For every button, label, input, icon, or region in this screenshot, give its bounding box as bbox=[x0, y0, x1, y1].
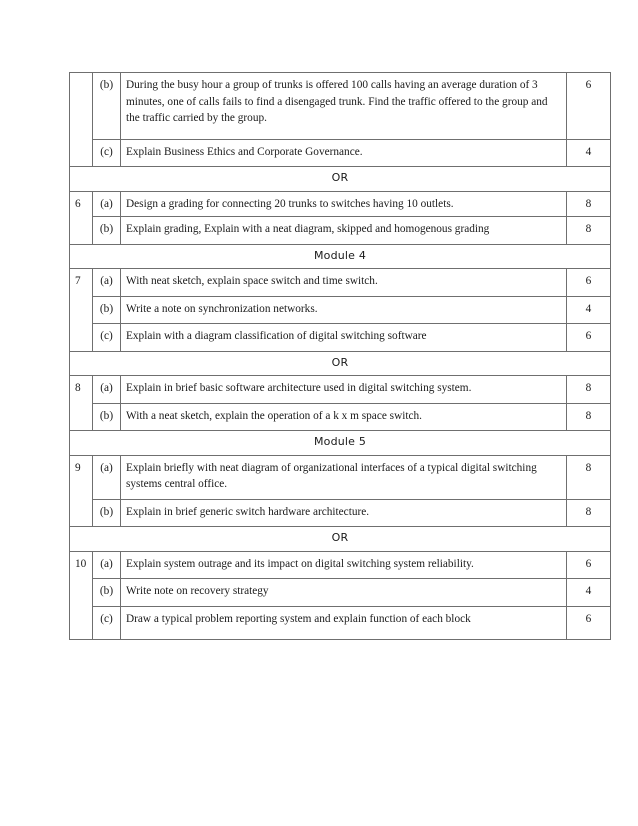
question-row bbox=[70, 191, 611, 217]
question-text: With neat sketch, explain space switch and time switch. bbox=[121, 269, 567, 297]
module-heading-row bbox=[70, 431, 611, 456]
question-marks: 6 bbox=[567, 551, 611, 579]
sub-question-label: (b) bbox=[93, 403, 121, 431]
or-separator-row bbox=[70, 167, 611, 192]
module-heading: Module 5 bbox=[70, 431, 611, 456]
sub-question-label: (a) bbox=[93, 455, 121, 499]
question-row bbox=[70, 139, 611, 167]
question-marks: 8 bbox=[567, 499, 611, 527]
sub-question-label: (b) bbox=[93, 579, 121, 607]
question-number: 6 bbox=[70, 191, 93, 244]
question-text: Draw a typical problem reporting system and explain function of each block bbox=[121, 606, 567, 640]
question-text: Explain Business Ethics and Corporate Governance. bbox=[121, 139, 567, 167]
question-marks: 6 bbox=[567, 73, 611, 140]
question-marks: 8 bbox=[567, 376, 611, 404]
sub-question-label: (a) bbox=[93, 269, 121, 297]
question-row bbox=[70, 455, 611, 499]
question-row bbox=[70, 551, 611, 579]
module-heading-row bbox=[70, 244, 611, 269]
sub-question-label: (b) bbox=[93, 499, 121, 527]
question-row bbox=[70, 376, 611, 404]
sub-question-label: (c) bbox=[93, 606, 121, 640]
question-number: 7 bbox=[70, 269, 93, 352]
question-row bbox=[70, 269, 611, 297]
sub-question-label: (c) bbox=[93, 139, 121, 167]
question-row bbox=[70, 499, 611, 527]
sub-question-label: (b) bbox=[93, 296, 121, 324]
or-separator: OR bbox=[70, 527, 611, 552]
question-number: 8 bbox=[70, 376, 93, 431]
sub-question-label: (b) bbox=[93, 73, 121, 140]
question-text: With a neat sketch, explain the operation of a k x m space switch. bbox=[121, 403, 567, 431]
question-text: Explain system outrage and its impact on digital switching system reliability. bbox=[121, 551, 567, 579]
question-text: Write note on recovery strategy bbox=[121, 579, 567, 607]
question-marks: 4 bbox=[567, 579, 611, 607]
question-marks: 8 bbox=[567, 191, 611, 217]
or-separator-row bbox=[70, 351, 611, 376]
question-marks: 6 bbox=[567, 324, 611, 352]
question-row bbox=[70, 73, 611, 140]
question-text: Explain grading, Explain with a neat diagram, skipped and homogenous grading bbox=[121, 217, 567, 245]
question-marks: 4 bbox=[567, 139, 611, 167]
question-paper-table bbox=[69, 72, 611, 640]
question-text: Explain briefly with neat diagram of organizational interfaces of a typical digital switching systems central office. bbox=[121, 455, 567, 499]
question-marks: 8 bbox=[567, 217, 611, 245]
question-number: 9 bbox=[70, 455, 93, 527]
question-row bbox=[70, 403, 611, 431]
question-text: Explain in brief generic switch hardware architecture. bbox=[121, 499, 567, 527]
or-separator: OR bbox=[70, 167, 611, 192]
sub-question-label: (c) bbox=[93, 324, 121, 352]
question-text: Write a note on synchronization networks. bbox=[121, 296, 567, 324]
sub-question-label: (a) bbox=[93, 551, 121, 579]
question-row bbox=[70, 324, 611, 352]
or-separator: OR bbox=[70, 351, 611, 376]
question-marks: 8 bbox=[567, 455, 611, 499]
question-text: Design a grading for connecting 20 trunks to switches having 10 outlets. bbox=[121, 191, 567, 217]
question-row bbox=[70, 217, 611, 245]
sub-question-label: (a) bbox=[93, 191, 121, 217]
question-text: During the busy hour a group of trunks is offered 100 calls having an average duration of 3 minutes, one of calls fails to find a disengaged trunk. Find the traffic offered to the group and the traffic carried by the group. bbox=[121, 73, 567, 140]
question-row bbox=[70, 296, 611, 324]
question-marks: 6 bbox=[567, 269, 611, 297]
question-number: 10 bbox=[70, 551, 93, 640]
question-row bbox=[70, 606, 611, 640]
sub-question-label: (a) bbox=[93, 376, 121, 404]
question-text: Explain with a diagram classification of digital switching software bbox=[121, 324, 567, 352]
question-row bbox=[70, 579, 611, 607]
sub-question-label: (b) bbox=[93, 217, 121, 245]
or-separator-row bbox=[70, 527, 611, 552]
question-text: Explain in brief basic software architecture used in digital switching system. bbox=[121, 376, 567, 404]
question-marks: 8 bbox=[567, 403, 611, 431]
module-heading: Module 4 bbox=[70, 244, 611, 269]
question-number bbox=[70, 73, 93, 167]
question-marks: 4 bbox=[567, 296, 611, 324]
question-marks: 6 bbox=[567, 606, 611, 640]
